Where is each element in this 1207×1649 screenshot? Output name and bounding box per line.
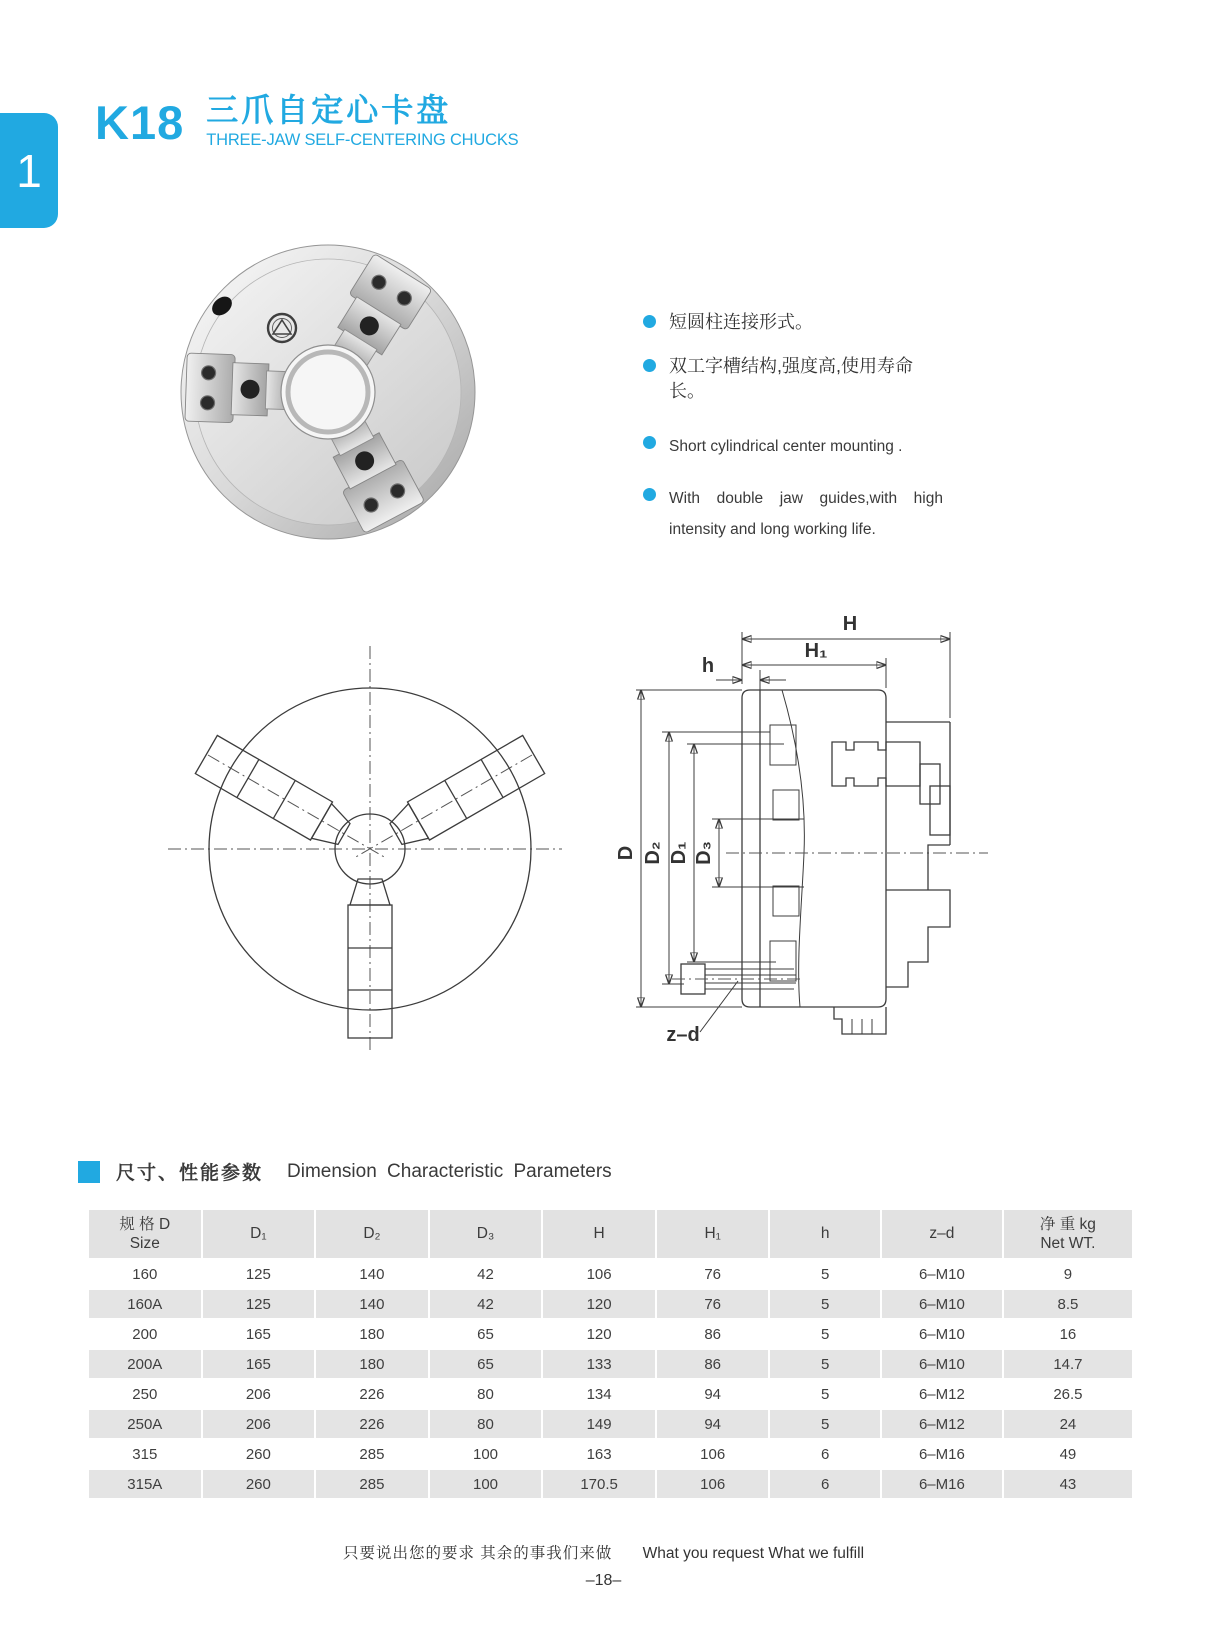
table-cell: 160	[89, 1260, 201, 1288]
table-cell: 6–M10	[882, 1260, 1002, 1288]
table-cell: 180	[316, 1350, 428, 1378]
table-cell: 285	[316, 1470, 428, 1498]
table-cell: 65	[430, 1350, 542, 1378]
table-cell: 149	[543, 1410, 655, 1438]
dimension-D3	[693, 819, 804, 887]
table-cell: 86	[657, 1320, 769, 1348]
table-cell: 250A	[89, 1410, 201, 1438]
table-cell: 86	[657, 1350, 769, 1378]
table-cell: 8.5	[1004, 1290, 1132, 1318]
feature-list	[643, 310, 943, 566]
footer-slogan-en: What you request What we fulfill	[642, 1545, 865, 1562]
chapter-tab	[0, 113, 58, 228]
chapter-number: 1	[16, 144, 42, 197]
col-header-d1: D₁	[203, 1210, 315, 1258]
table-cell: 226	[316, 1380, 428, 1408]
section-title-en: Dimension Characteristic Parameters	[287, 1160, 612, 1182]
model-code: K18	[95, 96, 185, 149]
table-cell: 9	[1004, 1260, 1132, 1288]
feature-item	[643, 310, 943, 334]
feature-item	[643, 483, 943, 547]
feature-text: 短圆柱连接形式。	[669, 312, 813, 332]
table-cell: 206	[203, 1410, 315, 1438]
table-cell: 250	[89, 1380, 201, 1408]
page-number: –18–	[585, 1572, 622, 1589]
table-cell: 49	[1004, 1440, 1132, 1468]
table-row	[89, 1260, 1132, 1288]
table-cell: 100	[430, 1470, 542, 1498]
table-cell: 200A	[89, 1350, 201, 1378]
table-cell: 65	[430, 1320, 542, 1348]
col-header-size: 规 格 D Size	[89, 1210, 201, 1258]
table-cell: 5	[770, 1350, 880, 1378]
feature-text: With double jaw guides,with high intensity and long working life.	[669, 489, 943, 539]
col-header-h1: H₁	[657, 1210, 769, 1258]
dimension-H1	[742, 640, 886, 688]
footer-slogan-zh: 只要说出您的要求 其余的事我们来做	[342, 1545, 613, 1562]
table-cell: 43	[1004, 1470, 1132, 1498]
table-cell: 106	[543, 1260, 655, 1288]
table-cell: 5	[770, 1410, 880, 1438]
feature-text: Short cylindrical center mounting .	[669, 437, 903, 455]
table-cell: 260	[203, 1440, 315, 1468]
feature-item	[643, 354, 943, 403]
table-row	[89, 1470, 1132, 1498]
table-cell: 165	[203, 1350, 315, 1378]
section-header	[78, 1158, 612, 1185]
table-cell: 76	[657, 1290, 769, 1318]
bullet-icon	[643, 436, 656, 449]
table-cell: 160A	[89, 1290, 201, 1318]
table-cell: 260	[203, 1470, 315, 1498]
table-cell: 6	[770, 1470, 880, 1498]
table-cell: 315A	[89, 1470, 201, 1498]
table-cell: 5	[770, 1290, 880, 1318]
front-view-drawing	[150, 618, 590, 1058]
table-cell: 6–M16	[882, 1440, 1002, 1468]
footer-slogan	[0, 1541, 1207, 1563]
table-cell: 6–M16	[882, 1470, 1002, 1498]
table-cell: 315	[89, 1440, 201, 1468]
dim-label-h: h	[701, 655, 715, 677]
section-marker-icon	[78, 1161, 100, 1183]
dim-label-D1: D₁	[668, 841, 690, 865]
table-cell: 24	[1004, 1410, 1132, 1438]
table-cell: 42	[430, 1260, 542, 1288]
table-cell: 6–M10	[882, 1350, 1002, 1378]
page-title-en: THREE-JAW SELF-CENTERING CHUCKS	[206, 130, 519, 149]
dim-label-D: D	[615, 845, 637, 861]
table-cell: 42	[430, 1290, 542, 1318]
table-cell: 94	[657, 1410, 769, 1438]
table-row	[89, 1410, 1132, 1438]
table-cell: 133	[543, 1350, 655, 1378]
table-cell: 163	[543, 1440, 655, 1468]
table-cell: 206	[203, 1380, 315, 1408]
section-title-zh: 尺寸、性能参数	[116, 1163, 264, 1184]
mount-bolt-zd	[666, 964, 804, 1042]
dim-label-H1: H₁	[804, 640, 828, 662]
table-cell: 165	[203, 1320, 315, 1348]
table-cell: 76	[657, 1260, 769, 1288]
table-cell: 6	[770, 1440, 880, 1468]
table-cell: 16	[1004, 1320, 1132, 1348]
table-cell: 285	[316, 1440, 428, 1468]
dim-label-zd: z–d	[666, 1024, 700, 1042]
table-row	[89, 1290, 1132, 1318]
dim-label-D2: D₂	[642, 841, 664, 865]
table-cell: 180	[316, 1320, 428, 1348]
table-cell: 80	[430, 1410, 542, 1438]
table-cell: 6–M12	[882, 1410, 1002, 1438]
table-cell: 94	[657, 1380, 769, 1408]
dim-label-H: H	[842, 613, 858, 635]
col-header-netwt: 净 重 kg Net WT.	[1004, 1210, 1132, 1258]
table-cell: 200	[89, 1320, 201, 1348]
table-cell: 106	[657, 1440, 769, 1468]
table-cell: 134	[543, 1380, 655, 1408]
table-cell: 125	[203, 1260, 315, 1288]
table-cell: 6–M12	[882, 1380, 1002, 1408]
table-cell: 140	[316, 1290, 428, 1318]
product-photo	[170, 240, 490, 560]
feature-text: 双工字槽结构,强度高,使用寿命长。	[669, 356, 914, 401]
table-cell: 26.5	[1004, 1380, 1132, 1408]
dimension-table-wrap	[87, 1208, 1134, 1500]
col-header-zd: z–d	[882, 1210, 1002, 1258]
col-header-h-low: h	[770, 1210, 880, 1258]
table-cell: 120	[543, 1290, 655, 1318]
table-cell: 80	[430, 1380, 542, 1408]
feature-item	[643, 431, 943, 463]
table-cell: 5	[770, 1260, 880, 1288]
table-row	[89, 1440, 1132, 1468]
table-row	[89, 1320, 1132, 1348]
table-cell: 6–M10	[882, 1290, 1002, 1318]
col-header-d3: D₃	[430, 1210, 542, 1258]
dimension-table	[87, 1208, 1134, 1500]
col-header-d2: D₂	[316, 1210, 428, 1258]
table-cell: 140	[316, 1260, 428, 1288]
title-block	[206, 92, 518, 150]
table-cell: 6–M10	[882, 1320, 1002, 1348]
dimension-h	[702, 655, 786, 690]
table-header-row	[89, 1210, 1132, 1258]
page-header	[95, 92, 518, 153]
dim-label-D3: D₃	[693, 841, 715, 865]
table-row	[89, 1350, 1132, 1378]
table-cell: 100	[430, 1440, 542, 1468]
table-cell: 226	[316, 1410, 428, 1438]
table-cell: 125	[203, 1290, 315, 1318]
brand-logo	[268, 314, 296, 342]
bullet-icon	[643, 315, 656, 328]
col-header-h-cap: H	[543, 1210, 655, 1258]
table-cell: 5	[770, 1320, 880, 1348]
table-cell: 5	[770, 1380, 880, 1408]
page-title-zh: 三爪自定心卡盘	[206, 92, 452, 128]
table-row	[89, 1380, 1132, 1408]
side-view-drawing	[588, 572, 1028, 1042]
center-hole	[281, 345, 375, 439]
bullet-icon	[643, 488, 656, 501]
table-cell: 14.7	[1004, 1350, 1132, 1378]
table-cell: 120	[543, 1320, 655, 1348]
table-cell: 170.5	[543, 1470, 655, 1498]
table-cell: 106	[657, 1470, 769, 1498]
chuck-section	[726, 690, 988, 1034]
bullet-icon	[643, 359, 656, 372]
